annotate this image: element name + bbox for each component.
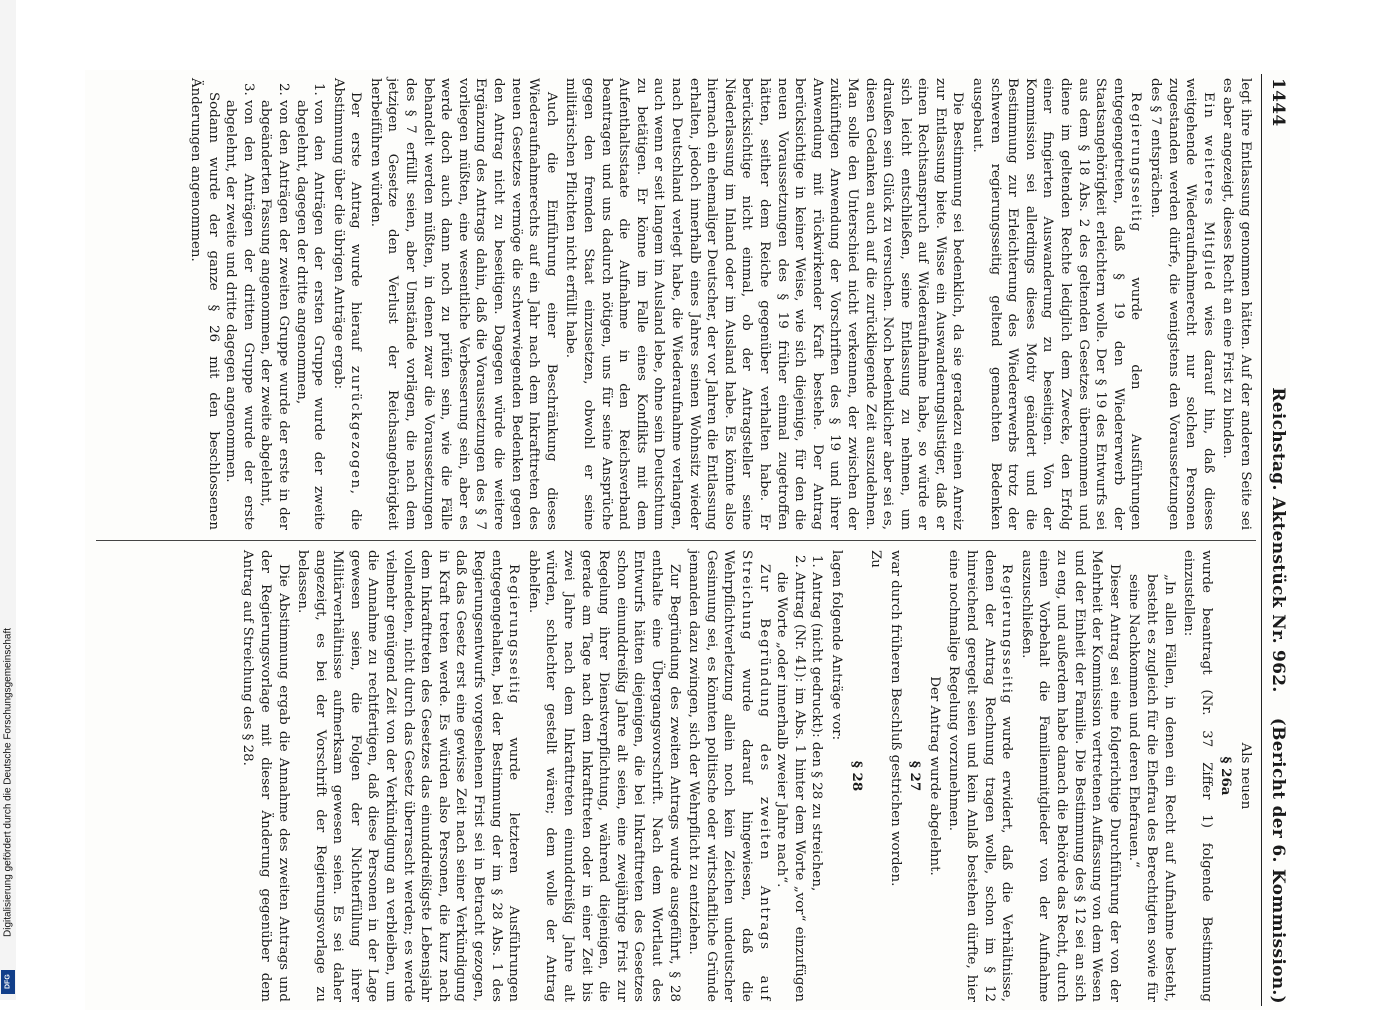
running-title: Reichstag. Aktenstück Nr. 962. xyxy=(1268,387,1288,693)
dfg-logo: DFG xyxy=(1,970,15,994)
right-column xyxy=(237,550,1254,1002)
speaker-lead: Regierungsseitig xyxy=(999,564,1015,705)
section-heading-26a: § 26a xyxy=(1218,756,1235,796)
dfg-sidebar xyxy=(0,0,16,1000)
paragraph-text: wies darauf hin, daß dieses weitgehende Wiederaufnahmerecht nur solchen Personen zugestanden werden dürfe, die wenigstens den Voraussetzungen des § 7 entsprächen. xyxy=(1148,78,1216,530)
paragraph: Sodann wurde der ganze § 26 mit den beschlossenen Änderungen angenommen. xyxy=(187,78,221,530)
list-item: 3. von den Anträgen der dritten Gruppe wurde der erste abgelehnt, der zweite und dritte dagegen angenommen. xyxy=(222,100,257,530)
list-item: 1. Antrag (nicht gedruckt): den § 28 zu streichen, xyxy=(808,572,826,1002)
section-heading-28: § 28 xyxy=(848,760,865,792)
paragraph: war durch früheren Beschluß gestrichen worden. xyxy=(887,550,903,887)
paragraph-text: , die Abstimmung über die übrigen Anträge ergab: xyxy=(330,78,364,531)
paragraph xyxy=(969,78,1145,530)
paragraph: Zur Begründung des zweiten Antrags wurde ausgeführt, § 28 enthalte eine Übergangsvorschrift. Nach dem Wortlaut des Entwurfs hätten diejenigen, die bei Inkrafttreten des Gesetzes schon einunddreißig Jahre alt seien, eine zweijährige Frist zur Regelung ihrer Dienstverpflichtung, während diejenigen, die gerade am Tage nach dem Inkrafttreten oder in einer Zeit bis zwei Jahre nach dem Inkrafttreten einunddreißig Jahre alt würden, schlechter gestellt wären; dem wolle der Antrag abhelfen. xyxy=(525,550,682,1002)
paragraph-text: Der erste Antrag wurde hierauf xyxy=(348,92,364,366)
paragraph-text: wurde darauf hingewiesen, daß die Wehrpflichtverletzung allein noch kein Zeichen undeutscher Gesinnung sei, es könnten politische oder wirtschaftliche Gründe jemanden dazu zwingen, sich der Wehrpflicht zu entziehen. xyxy=(686,550,754,1002)
paragraph: Die Bestimmung sei bedenklich, da sie geradezu einen Anreiz zur Entlassung biete. Wisse ein Auswanderungslustiger, daß er einen Rechtsanspruch auf Wiederaufnahme habe, so würde er sich leicht entschließen, seine Entlassung zu nehmen, um draußen sein Glück zu versuchen. Noch bedenklicher aber sei es, diesen Gedanken auch auf die zurückliegende Zeit auszudehnen. Man solle den Unterschied nicht verkennen, der zwischen der zukünftigen Anwendung der Vorschriften des § 19 und ihrer Anwendung mit rückwirkender Kraft bestehe. Der Antrag berücksichtige in keiner Weise, wie sich diejenige, für den die neuen Voraussetzungen des § 19 früher einmal zugetroffen hätten, seither dem Reiche gegenüber verhalten habe. Er berücksichtige nicht einmal, ob der Antragsteller seine Niederlassung im Inland oder im Ausland habe. Es könnte also hiernach ein ehemaliger Deutscher, der vor Jahren die Entlassung erhalten, jedoch innerhalb eines Jahres seinen Wohnsitz wieder nach Deutschland verlegt habe, die Wiederaufnahme verlangen, auch wenn er seit langem im Ausland lebe, ohne sein Deutschtum zu betätigen. Er könne im Falle eines Konflikts mit dem Aufenthaltsstaate die Aufnahme in den Reichsverband beantragen und uns dadurch nötigen, uns für seine Ansprüche gegen den fremden Staat einzusetzen, obwohl er seine militärischen Pflichten nicht erfüllt habe. xyxy=(563,78,966,530)
speaker-lead: Ein weiteres Mitglied xyxy=(1200,92,1216,292)
quoted-provision: „In allen Fällen, in denen ein Recht auf Aufnahme besteht, besteht es zugleich für die Ehefrau des Berechtigten sowie für seine Nachkommen und deren Ehefrauen.“ xyxy=(1126,574,1177,1002)
column-divider xyxy=(96,540,1256,541)
paragraph: legt ihre Entlassung genommen hätten. Auf der anderen Seite sei es aber angezeigt, dieses Recht an eine Frist zu binden. xyxy=(1220,78,1253,530)
paragraph: Dieser Antrag sei eine folgerichtige Durchführung der von der Mehrheit der Kommission vertretenen Auffassung von dem Wesen und der Einheit der Familie. Die Bestimmung des § 12 sei an sich zu eng, und außerdem habe danach die Behörde das Recht, durch einen Vorbehalt die Familienmitglieder von der Aufnahme auszuschließen. xyxy=(1018,550,1122,1002)
paragraph: Auch die Einführung einer Beschränkung dieses Wiederaufnahmerechts auf ein Jahr nach dem Inkrafttreten des neuen Gesetzes vermöge die schwerwiegenden Bedenken gegen den Antrag nicht zu beseitigen. Dagegen würde die weitere Ergänzung des Antrags dahin, daß die Voraussetzungen des § 7 vorliegen müßten, eine wesentliche Verbesserung sein, aber es werde doch auch dann noch zu prüfen sein, wie die Fälle behandelt werden müßten, in denen zwar die Voraussetzungen des § 7 erfüllt seien, aber Umstände vorlägen, die nach dem jetzigen Gesetze den Verlust der Reichsangehörigkeit herbeiführen würden. xyxy=(367,78,559,530)
speaker-lead: Zur Begründung des zweiten Antrags auf Streichung xyxy=(738,550,772,1002)
paragraph xyxy=(329,78,364,530)
section-intro: Als neuen xyxy=(1238,742,1253,810)
digitization-credit: Digitalisierung gefördert durch die Deutsche Forschungsgemeinschaft xyxy=(2,627,14,938)
paragraph-text: wurde erwidert, daß die Verhältnisse, denen der Antrag Rechnung tragen wolle, schon im § 12 hinreichend geregelt seien und kein Anlaß bestehen dürfte, hier eine nochmalige Regelung vorzunehmen. xyxy=(946,550,1015,1002)
header-rule xyxy=(1261,74,1262,1006)
speaker-lead: Regierungsseitig xyxy=(1128,92,1144,233)
paragraph xyxy=(685,550,773,1002)
paragraph xyxy=(945,550,1015,1002)
page-header xyxy=(1264,70,1290,1010)
speaker-lead: Regierungsseitig xyxy=(506,564,522,705)
left-column xyxy=(184,78,1254,530)
page-number: 1444 xyxy=(1268,78,1288,127)
paragraph: Die Abstimmung ergab die Annahme des zweiten Antrags und der Regierungsvorlage mit dieser Änderung gegenüber dem Antrag auf Streichung des § 28. xyxy=(240,550,291,1002)
running-subtitle: (Bericht der 6. Kommission.) xyxy=(1268,717,1288,1004)
motions-list xyxy=(773,550,826,1002)
decision-line: Der Antrag wurde abgelehnt. xyxy=(926,676,942,876)
paragraph: lagen folgende Anträge vor: xyxy=(828,550,844,741)
paragraph-text: wurde letzteren Ausführungen entgegengehalten, bei der Bestimmung der im § 28 Abs. 1 des Regierungsentwurfs vorgesehenen Frist sei in Betracht gezogen, daß das Gesetz erst eine gewisse Zeit nach seiner Verkündigung in Kraft treten werde. Es würden also Personen, die kurz nach dem Inkrafttreten des Gesetzes das einunddreißigste Lebensjahr vollendeten, nicht durch das Gesetz überrascht werden; es werde vielmehr genügend Zeit von der Verkündigung an verbleiben, um die Annahme zu rechtfertigen, daß diese Personen in der Lage gewesen seien, die Folgen der Nichterfüllung ihrer Militärverhältnisse aufmerksam gewesen seien. Es sei daher angezeigt, es bei der Vorschrift der Regierungsvorlage zu belassen. xyxy=(295,550,522,1002)
list-item: 2. Antrag (Nr. 41): im Abs. 1 hinter dem Worte „vor“ einzufügen die Worte „oder innerhalb zweier Jahre nach“. xyxy=(773,572,808,1002)
list-item: 2. von den Anträgen der zweiten Gruppe wurde der erste in der abgeänderten Fassung angenommen, der zweite abgelehnt, xyxy=(257,100,292,530)
paragraph xyxy=(1146,78,1216,530)
document-page xyxy=(85,70,1290,1010)
paragraph-text: wurde den Ausführungen entgegengetreten, daß § 19 den Wiedererwerb der Staatsangehörigkeit erleichtern wolle. Der § 19 des Entwurfs sei aus dem § 18 Abs. 2 des geltenden Gesetzes übernommen und diene im geltenden Rechte lediglich dem Zwecke, den Erfolg einer fingierten Auswanderung zu beseitigen. Von der Kommission sei allerdings dieses Motiv geändert und die Bestimmung zur Erleichterung des Wiedererwerbs trotz der schweren regierungsseitig geltend gemachten Bedenken ausgebaut. xyxy=(970,78,1144,530)
section-heading-27: § 27 xyxy=(907,760,924,792)
paragraph: wurde beantragt (Nr. 37 Ziffer 1) folgende Bestimmung einzustellen: xyxy=(1181,550,1214,1002)
emphasis: zurückgezogen xyxy=(348,365,364,490)
paragraph xyxy=(294,550,523,1002)
list-item: 1. von den Anträgen der ersten Gruppe wurde der zweite abgelehnt, dagegen der dritte angenommen, xyxy=(292,100,327,530)
vote-results-list xyxy=(222,78,328,530)
section-intro: Zu xyxy=(868,550,884,568)
